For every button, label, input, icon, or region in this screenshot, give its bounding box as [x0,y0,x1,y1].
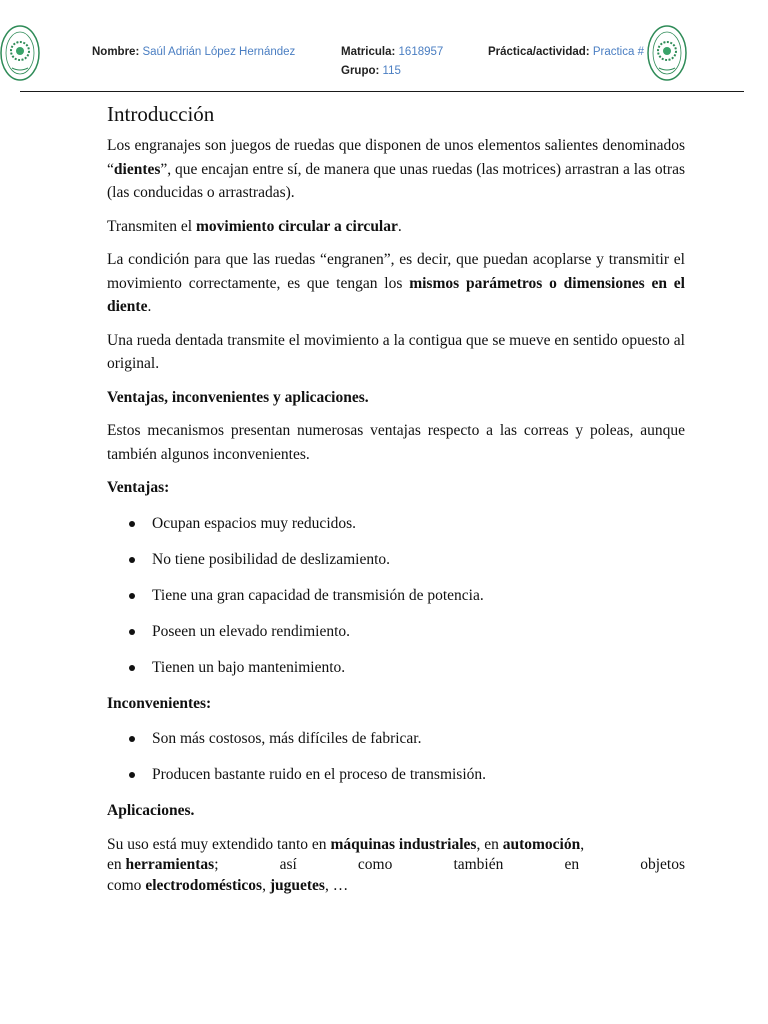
document-title: Introducción [107,102,215,126]
inconvenientes-list [107,727,685,787]
paragraph: La condición para que las ruedas “engranen”, es decir, que puedan acoplarse y transmitir el movimiento correctamente, es que tengan los mismos parámetros o dimensiones en el diente. [107,251,685,315]
paragraph: como electrodomésticos, juguetes, … [107,877,349,894]
practica-value: Practica # [592,46,644,58]
matricula-field: Matricula: 1618957 [341,46,444,58]
list-item: Ocupan espacios muy reducidos. [107,512,685,536]
grupo-field: Grupo: 115 [341,65,401,77]
paragraph: Una rueda dentada transmite el movimiento a la contigua que se mueve en sentido opuesto al original. [107,331,685,372]
grupo-value: 115 [382,65,401,77]
student-name-value: Saúl Adrián López Hernández [142,46,296,58]
paragraph: Su uso está muy extendido tanto en máquinas industriales, en automoción, [107,835,585,853]
bullet-icon [129,629,135,635]
list-item: Son más costosos, más difíciles de fabricar. [107,727,685,751]
list-item: Producen bastante ruido en el proceso de transmisión. [107,763,685,787]
bullet-icon [129,736,135,742]
ventajas-heading: Ventajas: [107,479,170,496]
ventajas-list [107,512,685,680]
student-name-field: Nombre: Saúl Adrián López Hernández [92,46,296,58]
list-item: Tienen un bajo mantenimiento. [107,656,685,680]
aplicaciones-heading: Aplicaciones. [107,802,195,819]
list-item: Poseen un elevado rendimiento. [107,620,685,644]
paragraph-justified-line: en herramientas; así como también en objetos [107,856,685,873]
bullet-icon [129,521,135,527]
paragraph: Estos mecanismos presentan numerosas ventajas respecto a las correas y poleas, aunque también algunos inconvenientes. [107,422,685,463]
inconvenientes-heading: Inconvenientes: [107,694,212,712]
university-seal-icon [0,24,44,82]
section-heading: Ventajas, inconvenientes y aplicaciones. [107,388,369,406]
list-item: Tiene una gran capacidad de transmisión de potencia. [107,584,685,608]
page-header [0,0,768,92]
paragraph: Transmiten el movimiento circular a circular. [107,217,402,235]
bullet-icon [129,772,135,778]
bullet-icon [129,593,135,599]
practica-field: Práctica/actividad: Practica # [488,46,644,58]
paragraph: Los engranajes son juegos de ruedas que disponen de unos elementos salientes denominados “dientes”, que encajan entre sí, de manera que unas ruedas (las motrices) arrastran a las otras (las conducidas o arrastradas). [107,137,685,201]
document-body [107,100,685,898]
bullet-icon [129,665,135,671]
matricula-value: 1618957 [398,46,444,58]
bullet-icon [129,557,135,563]
list-item: No tiene posibilidad de deslizamiento. [107,548,685,572]
university-seal-icon [645,24,689,82]
header-divider [20,91,744,92]
